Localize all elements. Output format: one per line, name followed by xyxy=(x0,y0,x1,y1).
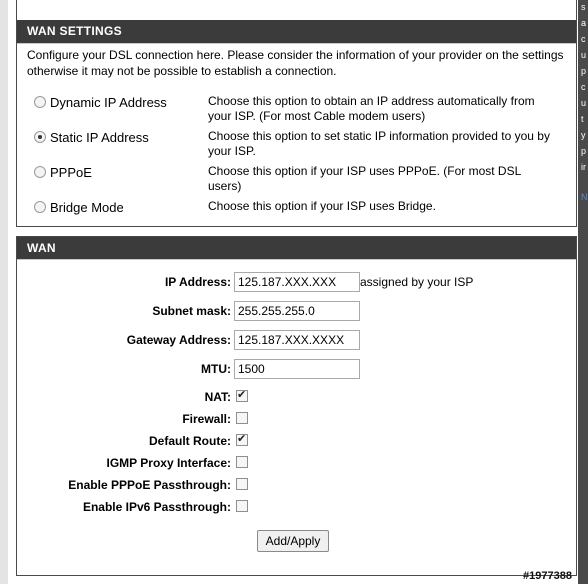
right-side-column xyxy=(578,0,588,584)
static-ip-label[interactable]: Static IP Address xyxy=(50,130,149,145)
pppoe-label[interactable]: PPPoE xyxy=(50,165,92,180)
gateway-address-input[interactable]: 125.187.XXX.XXXX xyxy=(234,330,360,350)
wan-panel xyxy=(16,236,577,576)
side-letter: ir xyxy=(581,162,586,172)
ipv6-passthrough-row xyxy=(17,497,576,519)
subnet-mask-label: Subnet mask: xyxy=(152,304,231,318)
mtu-row xyxy=(17,359,576,381)
mtu-label: MTU: xyxy=(201,362,231,376)
dynamic-ip-label[interactable]: Dynamic IP Address xyxy=(50,95,167,110)
side-letter: y xyxy=(581,130,586,140)
pppoe-passthrough-row xyxy=(17,475,576,497)
side-letter: p xyxy=(581,66,587,76)
side-letter: u xyxy=(581,98,587,108)
firewall-row xyxy=(17,409,576,431)
side-letter: s xyxy=(581,2,586,12)
subnet-row xyxy=(17,301,576,323)
ip-address-label: IP Address: xyxy=(164,275,231,289)
igmp-proxy-label: IGMP Proxy Interface: xyxy=(106,456,231,470)
nat-checkbox[interactable] xyxy=(236,390,248,402)
wan-settings-panel xyxy=(16,0,577,227)
ip-assigned-note: assigned by your ISP xyxy=(360,275,474,289)
pppoe-passthrough-label: Enable PPPoE Passthrough: xyxy=(68,478,231,492)
bridge-mode-desc: Choose this option if your ISP uses Bridge. xyxy=(208,199,436,213)
igmp-proxy-row xyxy=(17,453,576,475)
ip-address-row xyxy=(17,272,576,294)
side-letter: a xyxy=(581,18,587,28)
side-letter: c xyxy=(581,34,586,44)
static-ip-desc: Choose this option to set static IP information provided to you by your ISP. xyxy=(208,129,550,158)
static-ip-radio[interactable] xyxy=(34,131,46,143)
bridge-mode-radio[interactable] xyxy=(34,201,46,213)
wan-header: WAN xyxy=(17,237,576,260)
mtu-input[interactable]: 1500 xyxy=(234,359,360,379)
gateway-row xyxy=(17,330,576,352)
default-route-row xyxy=(17,431,576,453)
ip-address-input[interactable]: 125.187.XXX.XXX xyxy=(234,272,360,292)
dynamic-ip-radio[interactable] xyxy=(34,96,46,108)
pppoe-radio[interactable] xyxy=(34,166,46,178)
default-route-label: Default Route: xyxy=(149,434,231,448)
nat-row xyxy=(17,387,576,409)
ipv6-passthrough-label: Enable IPv6 Passthrough: xyxy=(82,500,231,514)
left-margin xyxy=(0,0,8,584)
side-letter: p xyxy=(581,146,587,156)
watermark-id: #1977388 xyxy=(523,570,572,582)
ipv6-passthrough-checkbox[interactable] xyxy=(236,500,248,512)
gateway-address-label: Gateway Address: xyxy=(126,333,231,347)
firewall-checkbox[interactable] xyxy=(236,412,248,424)
wan-settings-intro: Configure your DSL connection here. Please consider the information of your provider on the settings otherwise it may not be possible to establish a connection. xyxy=(27,48,564,78)
wan-settings-header: WAN SETTINGS xyxy=(17,20,576,44)
side-letter: c xyxy=(581,82,586,92)
bridge-mode-label[interactable]: Bridge Mode xyxy=(50,200,124,215)
add-apply-button[interactable]: Add/Apply xyxy=(257,530,329,552)
igmp-proxy-checkbox[interactable] xyxy=(236,456,248,468)
default-route-checkbox[interactable] xyxy=(236,434,248,446)
side-letter: t xyxy=(581,114,584,124)
nat-label: NAT: xyxy=(204,390,231,404)
side-link[interactable]: N xyxy=(581,192,588,202)
dynamic-ip-desc: Choose this option to obtain an IP address automatically from your ISP. (For most Cable modem users) xyxy=(208,94,535,123)
subnet-mask-input[interactable]: 255.255.255.0 xyxy=(234,301,360,321)
pppoe-desc: Choose this option if your ISP uses PPPoE. (For most DSL users) xyxy=(208,164,521,193)
firewall-label: Firewall: xyxy=(182,412,231,426)
side-letter: u xyxy=(581,50,587,60)
pppoe-passthrough-checkbox[interactable] xyxy=(236,478,248,490)
